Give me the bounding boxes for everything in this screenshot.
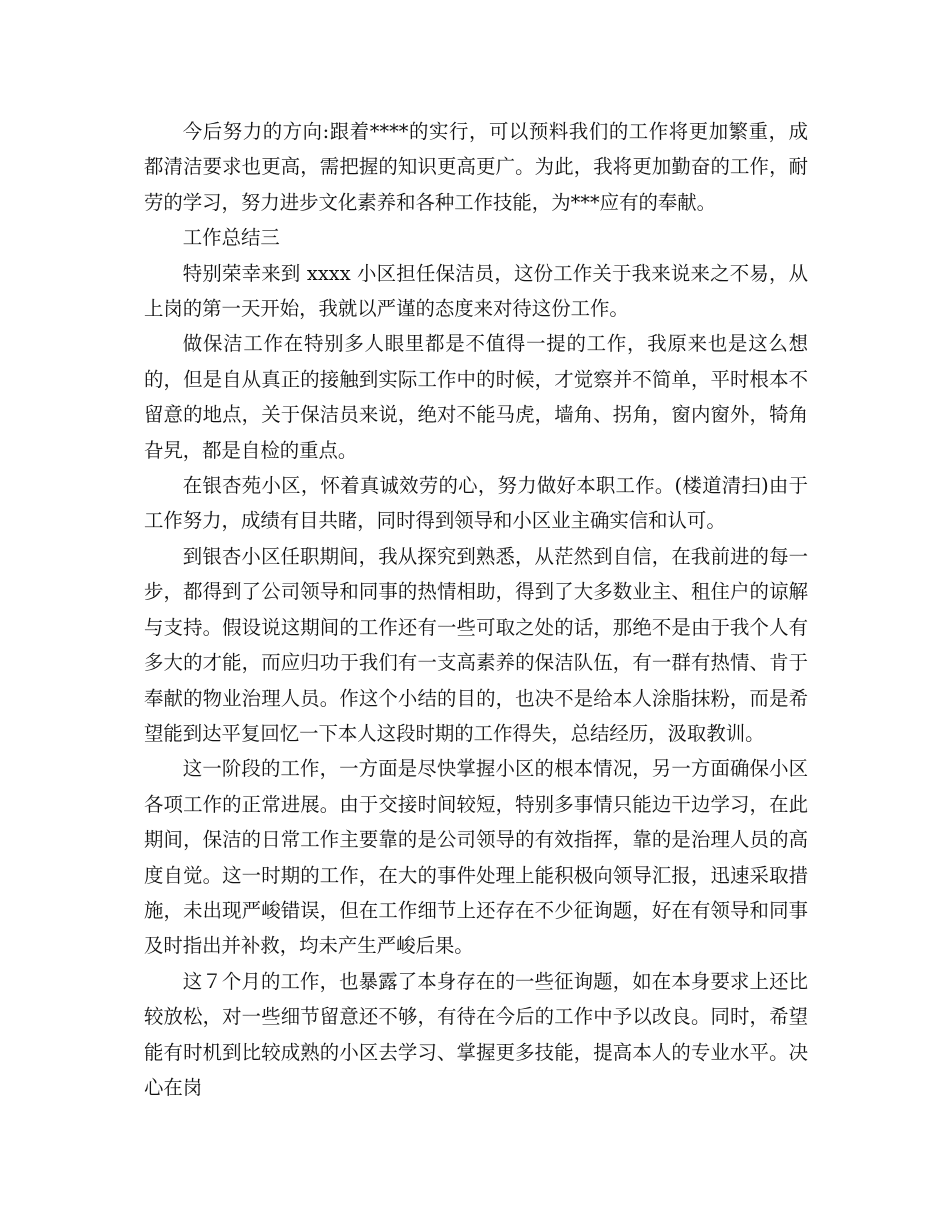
section-heading: 工作总结三 [182,226,280,250]
paragraph-intro: 特别荣幸来到 xxxx 小区担任保洁员，这份工作关于我来说来之不易，从上岗的第一天开始，我就以严谨的态度来对待这份工作。 [144,261,808,321]
paragraph-future-direction: 今后努力的方向:跟着****的实行，可以预料我们的工作将更加繁重，成都清洁要求也更高，需把握的知识更高更广。为此，我将更加勤奋的工作，耐劳的学习，努力进步文化素养和各种工作技能，为***应有的奉献。 [144,120,808,214]
paragraph-tenure: 到银杏小区任职期间，我从探究到熟悉，从茫然到自信，在我前进的每一步，都得到了公司领导和同事的热情相助，得到了大多数业主、租住户的谅解与支持。假设说这期间的工作还有一些可取之处的话，那绝不是由于我个人有多大的才能，而应归功于我们有一支高素养的保洁队伍，有一群有热情、肯于奉献的物业治理人员。作这个小结的目的，也决不是给本人涂脂抹粉，而是希望能到达平复回忆一下本人这段时期的工作得失，总结经历，汲取教训。 [144,544,808,745]
paragraph-yinxingyuan: 在银杏苑小区，怀着真诚效劳的心，努力做好本职工作。(楼道清扫)由于工作努力，成绩有目共睹，同时得到领导和小区业主确实信和认可。 [144,474,808,533]
paragraph-stage-work: 这一阶段的工作，一方面是尽快掌握小区的根本情况，另一方面确保小区各项工作的正常进展。由于交接时间较短，特别多事情只能边干边学习，在此期间，保洁的日常工作主要靠的是公司领导的有效指挥，靠的是治理人员的高度自觉。这一时期的工作，在大的事件处理上能积极向领导汇报，迅速采取措施，未出现严峻错误，但在工作细节上还存在不少征询题，好在有领导和同事及时指出并补救，均未产生严峻后果。 [144,757,808,958]
document-body [144,114,808,1105]
paragraph-cleaning-work: 做保洁工作在特别多人眼里都是不值得一提的工作，我原来也是这么想的，但是自从真正的接触到实际工作中的时候，才觉察并不简单，平时根本不留意的地点，关于保洁员来说，绝对不能马虎，墙角、拐角，窗内窗外，犄角旮旯，都是自检的重点。 [144,332,808,462]
paragraph-seven-months: 这７个月的工作，也暴露了本身存在的一些征询题，如在本身要求上还比较放松，对一些细节留意还不够，有待在今后的工作中予以改良。同时，希望能有时机到比较成熟的小区去学习、掌握更多技能，提高本人的专业水平。决心在岗 [144,969,808,1099]
